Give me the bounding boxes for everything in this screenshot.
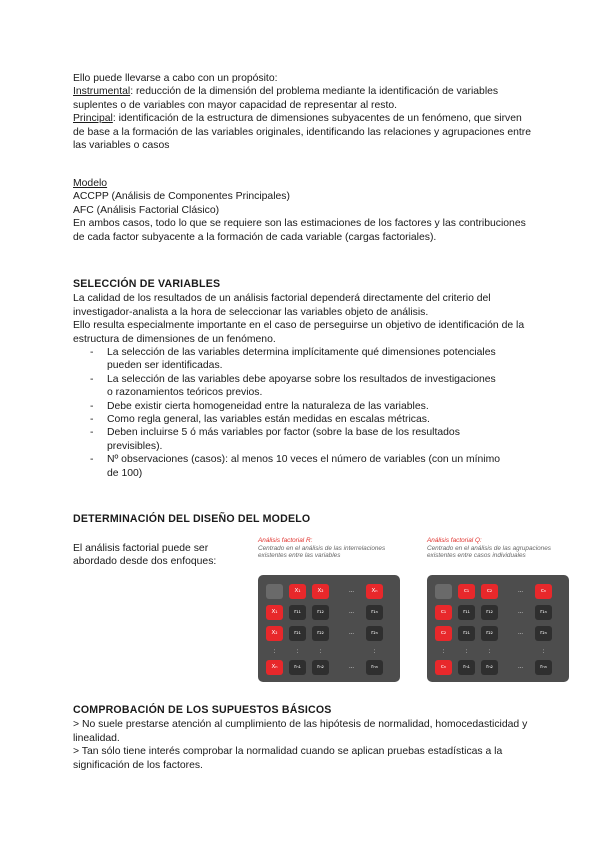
matrix-r-matrix-cell: r₁₂ bbox=[312, 605, 329, 620]
matrix-q-matrix-cell: r₁₂ bbox=[481, 605, 498, 620]
principal-paragraph bbox=[73, 112, 533, 152]
diagram-r-title: Análisis factorial R: bbox=[258, 537, 313, 544]
matrix-q-matrix-cell: r₂ₙ bbox=[535, 626, 552, 641]
diagram-r-sub1: Centrado en el análisis de las interrelaciones bbox=[258, 544, 386, 552]
matrix-r-ellipsis: ... bbox=[348, 609, 354, 616]
matrix-q-row-header-cell: c₁ bbox=[435, 605, 452, 620]
diagram-r-sub2: existentes entre las variables bbox=[258, 552, 341, 560]
list-item: - Nº observaciones (casos): al menos 10 veces el número de variables (con un mínimo de 100) bbox=[73, 453, 503, 480]
matrix-q-row-header-cell: c₂ bbox=[435, 626, 452, 641]
diseno-heading: DETERMINACIÓN DEL DISEÑO DEL MODELO bbox=[73, 513, 311, 525]
matrix-r-ellipsis: ... bbox=[348, 588, 354, 595]
list-item: - La selección de las variables determina implícitamente qué dimensiones potenciales pueden ser identificadas. bbox=[73, 346, 503, 373]
matrix-q-header-cell: c₁ bbox=[458, 584, 475, 599]
matrix-q-ellipsis: ... bbox=[517, 609, 523, 616]
matrix-q-header-cell: c₂ bbox=[481, 584, 498, 599]
matrix-r-row-header-cell: Xₙ bbox=[266, 660, 283, 675]
matrix-r-vdots: : bbox=[319, 649, 322, 656]
diagram-factorial-r bbox=[258, 537, 400, 682]
matrix-r-row-header-cell: X₁ bbox=[266, 605, 283, 620]
seleccion-list bbox=[73, 346, 533, 480]
matrix-r-header-cell: X₂ bbox=[312, 584, 329, 599]
matrix-q-matrix-cell: r₂₂ bbox=[481, 626, 498, 641]
intro-line: Ello puede llevarse a cabo con un propósito: bbox=[73, 73, 278, 84]
matrix-q-ellipsis: ... bbox=[517, 630, 523, 637]
matrix-q-row-header-cell: cₙ bbox=[435, 660, 452, 675]
list-item: - Deben incluirse 5 ó más variables por factor (sobre la base de los resultados previsibles). bbox=[73, 426, 503, 453]
matrix-q-matrix-cell: rₙₙ bbox=[535, 660, 552, 675]
seleccion-section bbox=[73, 278, 533, 480]
matrix-q-matrix-cell: rₙ₂ bbox=[481, 660, 498, 675]
matrix-r-matrix-cell: rₙ₂ bbox=[312, 660, 329, 675]
seleccion-p1: La calidad de los resultados de un análisis factorial dependerá directamente del criterio del investigador-analista a la hora de seleccionar las variables objeto de análisis. bbox=[73, 293, 491, 318]
matrix-r-header-cell: X₁ bbox=[289, 584, 306, 599]
diseno-section bbox=[73, 513, 533, 526]
matrix-q-matrix-cell: rₙ₁ bbox=[458, 660, 475, 675]
matrix-q-matrix-cell: r₁₁ bbox=[458, 605, 475, 620]
instrumental-paragraph bbox=[73, 85, 533, 112]
matrix-q-ellipsis: ... bbox=[517, 664, 523, 671]
instrumental-text: : reducción de la dimensión del problema mediante la identificación de variables suplentes o de variables con mayor capacidad de representar al resto. bbox=[73, 86, 499, 111]
comprobacion-section bbox=[73, 704, 533, 772]
matrix-r-matrix-cell: r₁ₙ bbox=[366, 605, 383, 620]
modelo-text: En ambos casos, todo lo que se requiere son las estimaciones de los factores y las contribuciones de cada factor subyacente a la formación de cada variable (cargas factoriales). bbox=[73, 218, 526, 243]
matrix-r-vdots: : bbox=[296, 649, 299, 656]
matrix-q-vdots: : bbox=[488, 649, 491, 656]
matrix-r-row-header-cell: X₂ bbox=[266, 626, 283, 641]
list-item: - Debe existir cierta homogeneidad entre la naturaleza de las variables. bbox=[73, 400, 503, 413]
matrix-q-vdots: : bbox=[465, 649, 468, 656]
diagram-q-title: Análisis factorial Q: bbox=[427, 537, 482, 544]
matrix-r-corner-cell bbox=[266, 584, 283, 599]
principal-text: : identificación de la estructura de dimensiones subyacentes de un fenómeno, que sirven de base a la formación de las variables originales, identificando las relaciones y agrupaciones entre las variables o casos bbox=[73, 113, 532, 152]
matrix-r-vdots: : bbox=[273, 649, 276, 656]
matrix-r-header-cell: Xₙ bbox=[366, 584, 383, 599]
matrix-q-corner-cell bbox=[435, 584, 452, 599]
diagram-factorial-q bbox=[427, 537, 569, 682]
matrix-r-vdots: : bbox=[373, 649, 376, 656]
modelo-acpp: ACCPP (Análisis de Componentes Principales) bbox=[73, 191, 290, 203]
diagram-q-sub2: existentes entre casos individuales bbox=[427, 552, 526, 560]
intro-section bbox=[73, 72, 533, 152]
matrix-q-ellipsis: ... bbox=[517, 588, 523, 595]
seleccion-heading: SELECCIÓN DE VARIABLES bbox=[73, 278, 221, 290]
matrix-q-panel bbox=[427, 575, 569, 682]
matrix-q-vdots: : bbox=[542, 649, 545, 656]
modelo-label: Modelo bbox=[73, 178, 108, 189]
matrix-r-matrix-cell: r₂ₙ bbox=[366, 626, 383, 641]
matrix-q-matrix-cell: r₂₁ bbox=[458, 626, 475, 641]
matrix-q-vdots: : bbox=[442, 649, 445, 656]
principal-label: Principal bbox=[73, 113, 113, 125]
instrumental-label: Instrumental bbox=[73, 86, 131, 98]
list-item: - Como regla general, las variables están medidas en escalas métricas. bbox=[73, 413, 503, 426]
matrix-r-ellipsis: ... bbox=[348, 630, 354, 637]
comprobacion-heading: COMPROBACIÓN DE LOS SUPUESTOS BÁSICOS bbox=[73, 704, 332, 716]
matrix-r-ellipsis: ... bbox=[348, 664, 354, 671]
matrix-r-matrix-cell: rₙ₁ bbox=[289, 660, 306, 675]
comprobacion-p1: > No suele prestarse atención al cumplimiento de las hipótesis de normalidad, homocedasticidad y linealidad. bbox=[73, 719, 528, 744]
matrix-r-matrix-cell: rₙₙ bbox=[366, 660, 383, 675]
list-item: - La selección de las variables debe apoyarse sobre los resultados de investigaciones o razonamientos teóricos previos. bbox=[73, 373, 503, 400]
matrix-r-matrix-cell: r₁₁ bbox=[289, 605, 306, 620]
matrix-q-matrix-cell: r₁ₙ bbox=[535, 605, 552, 620]
matrix-r-matrix-cell: r₂₂ bbox=[312, 626, 329, 641]
modelo-afc: AFC (Análisis Factorial Clásico) bbox=[73, 204, 220, 216]
modelo-section bbox=[73, 177, 533, 244]
matrix-r-matrix-cell: r₂₁ bbox=[289, 626, 306, 641]
comprobacion-p2: > Tan sólo tiene interés comprobar la normalidad cuando se aplican pruebas estadísticas a la significación de los factores. bbox=[73, 746, 503, 771]
matrix-q-header-cell: cₙ bbox=[535, 584, 552, 599]
seleccion-p2: Ello resulta especialmente importante en el caso de perseguirse un objetivo de identificación de la estructura de dimensiones de un fenómeno. bbox=[73, 320, 525, 345]
matrix-r-panel bbox=[258, 575, 400, 682]
diagram-q-sub1: Centrado en el análisis de las agrupaciones bbox=[427, 544, 551, 552]
diseno-text: El análisis factorial puede ser abordado desde dos enfoques: bbox=[73, 543, 217, 568]
